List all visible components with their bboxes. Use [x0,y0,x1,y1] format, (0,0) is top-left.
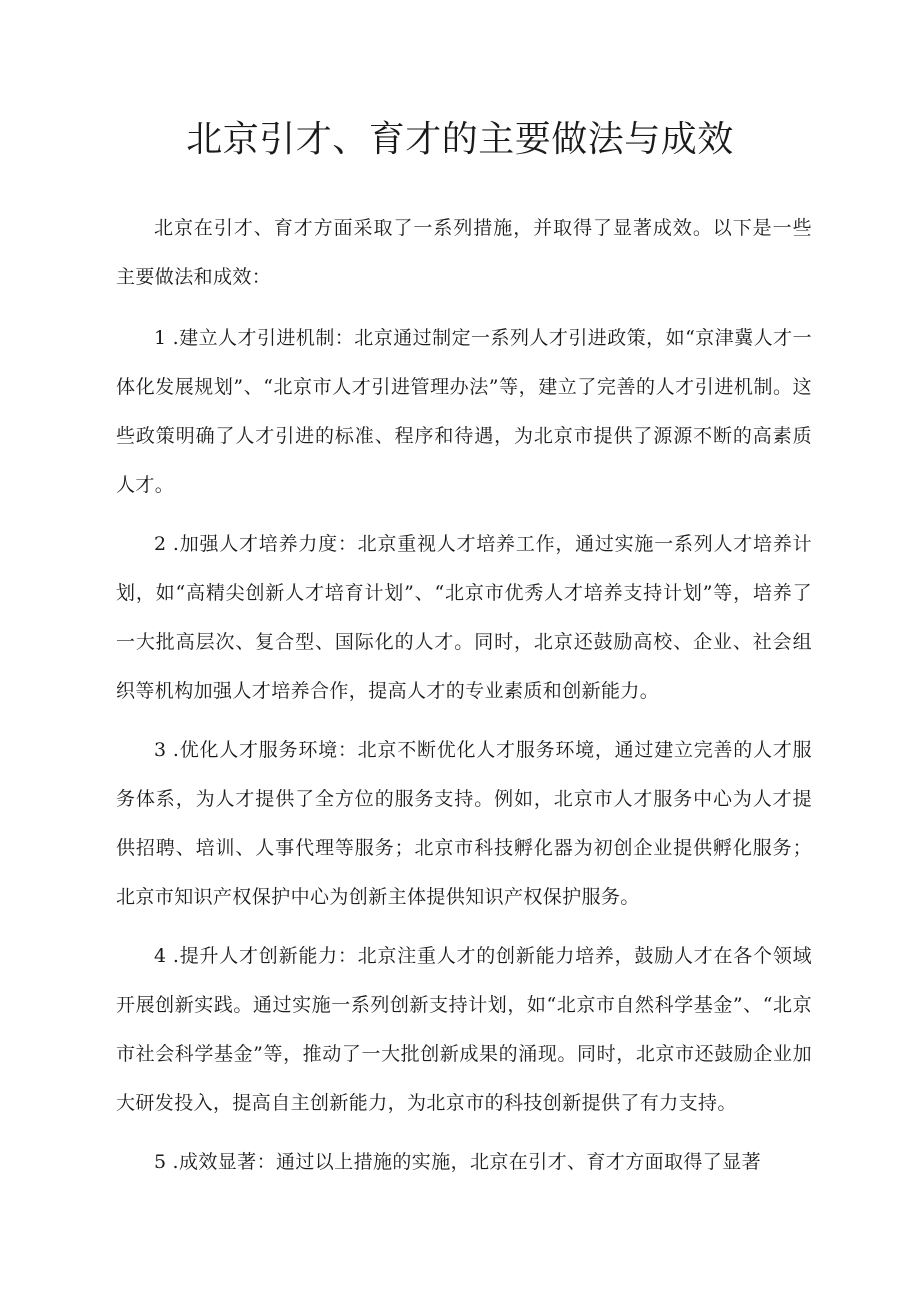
section-3-number: 3 [154,739,167,761]
intro-paragraph: 北京在引才、育才方面采取了一系列措施，并取得了显著成效。以下是一些主要做法和成效： [116,217,812,288]
section-5-heading: .成效显著： [172,1151,276,1173]
section-3-heading: .优化人才服务环境： [172,739,358,761]
section-2-number: 2 [154,533,167,555]
section-2-paragraph [116,520,812,716]
section-5-number: 5 [154,1151,167,1173]
document-body [116,204,812,1197]
section-4-heading: .提升人才创新能力： [172,945,358,967]
section-1-heading: .建立人才引进机制： [172,327,355,349]
section-1-paragraph [116,314,812,510]
section-3-paragraph [116,726,812,922]
section-5-paragraph [116,1138,812,1187]
section-5-text: 通过以上措施的实施，北京在引才、育才方面取得了显著 [276,1151,762,1173]
section-2-heading: .加强人才培养力度： [172,533,358,555]
document-title: 北京引才、育才的主要做法与成效 [186,119,734,160]
section-4-text: 北京注重人才的创新能力培养，鼓励人才在各个领域开展创新实践。通过实施一系列创新支持计划，如“北京市自然科学基金”、“北京市社会科学基金”等，推动了一大批创新成果的涌现。同时，北京市还鼓励企业加大研发投入，提高自主创新能力，为北京市的科技创新提供了有力支持。 [116,945,812,1114]
section-3-text: 北京不断优化人才服务环境，通过建立完善的人才服务体系，为人才提供了全方位的服务支持。例如，北京市人才服务中心为人才提供招聘、培训、人事代理等服务；北京市科技孵化器为初创企业提供孵化服务；北京市知识产权保护中心为创新主体提供知识产权保护服务。 [116,739,812,908]
section-1-text: 北京通过制定一系列人才引进政策，如“京津冀人才一体化发展规划”、“北京市人才引进管理办法”等，建立了完善的人才引进机制。这些政策明确了人才引进的标准、程序和待遇，为北京市提供了源源不断的高素质人才。 [116,327,812,496]
section-2-text: 北京重视人才培养工作，通过实施一系列人才培养计划，如“高精尖创新人才培育计划”、“北京市优秀人才培养支持计划”等，培养了一大批高层次、复合型、国际化的人才。同时，北京还鼓励高校、企业、社会组织等机构加强人才培养合作，提高人才的专业素质和创新能力。 [116,533,812,702]
section-4-number: 4 [154,945,167,967]
section-4-paragraph [116,932,812,1128]
section-1-number: 1 [154,327,167,349]
